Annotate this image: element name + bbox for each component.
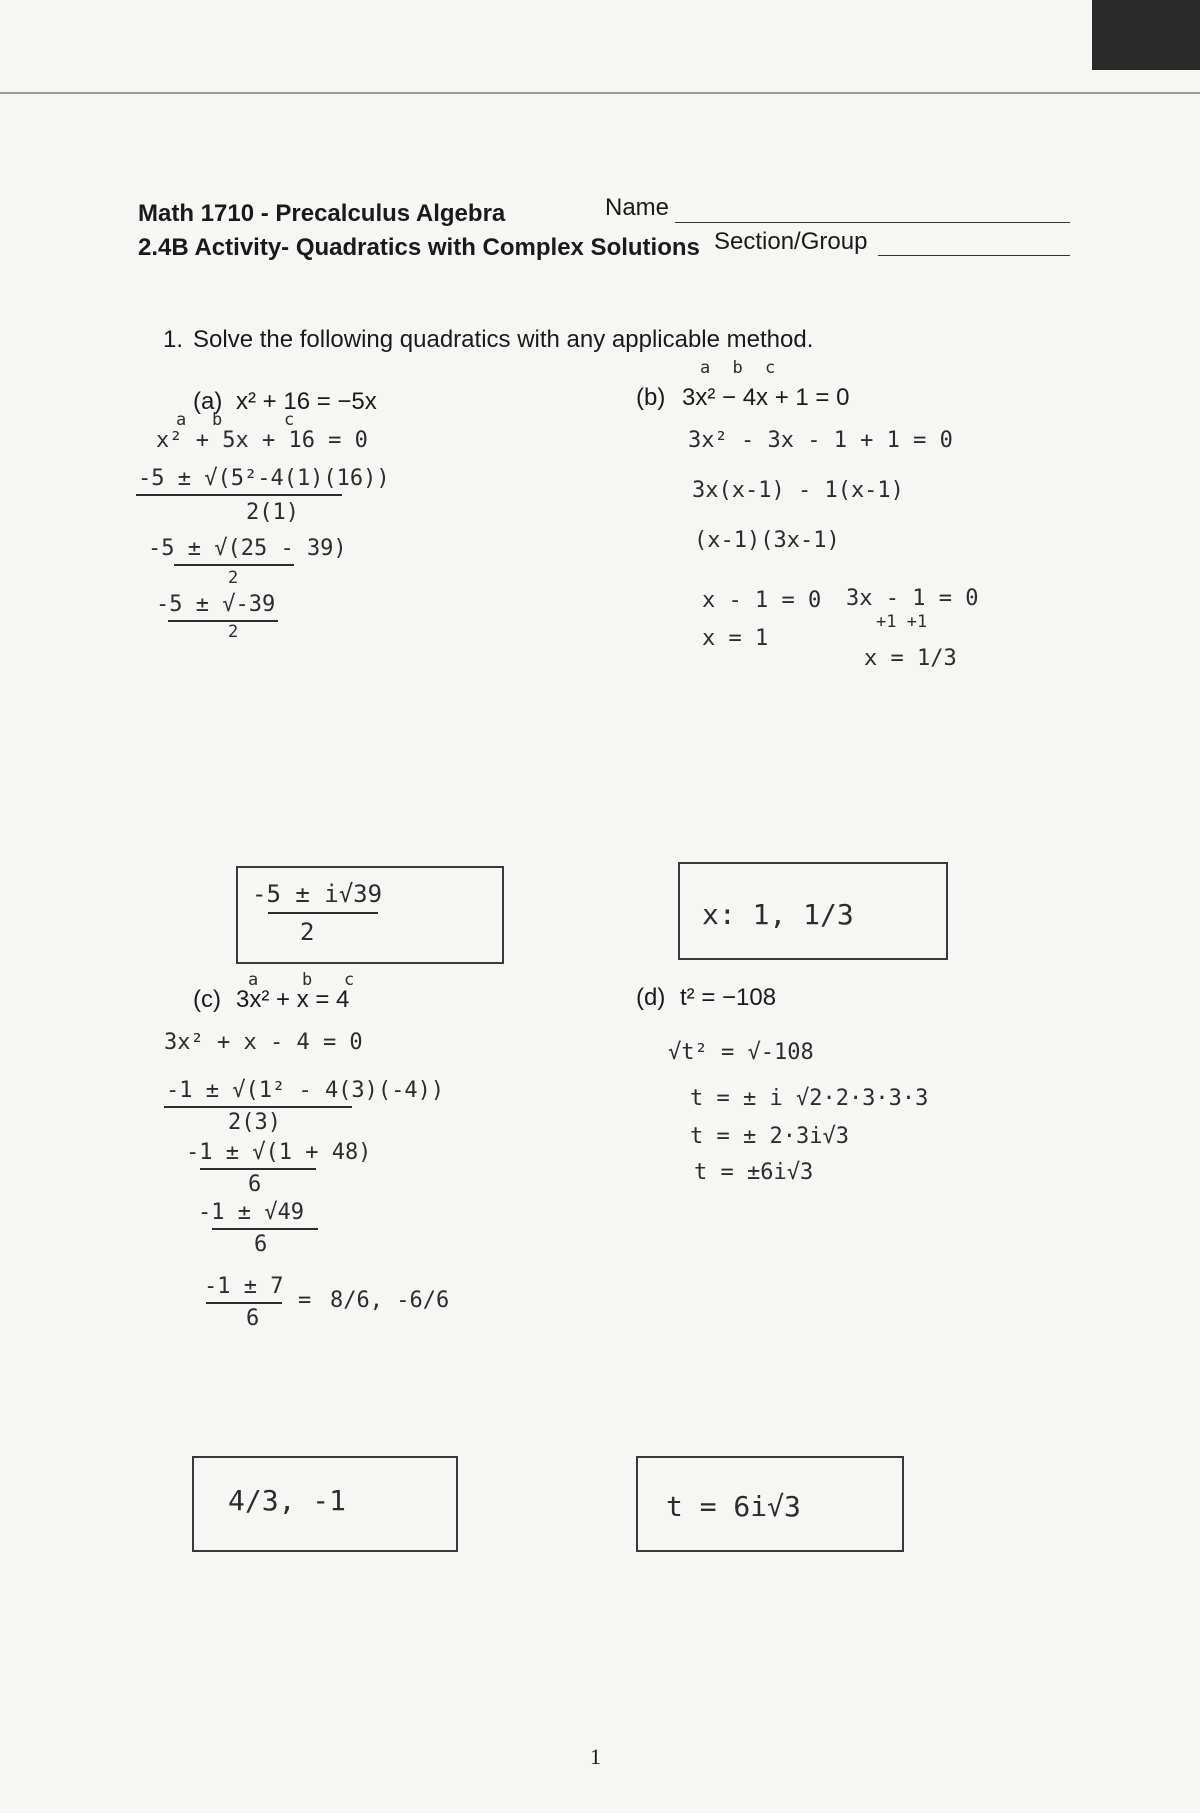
- fraction-bar: [164, 1106, 352, 1108]
- abc-marks-b: a b c: [700, 358, 782, 378]
- abc-mark-b: b: [212, 410, 223, 430]
- fraction-bar: [200, 1168, 316, 1170]
- work-a-line-3: 2(1): [246, 500, 299, 525]
- abc-mark-a: a: [248, 970, 259, 990]
- work-c-line-7: 6: [254, 1232, 268, 1257]
- answer-c-text: 4/3, -1: [228, 1484, 347, 1517]
- work-b-line-1: 3x² - 3x - 1 + 1 = 0: [688, 428, 953, 453]
- problem-d-label: (d): [636, 984, 666, 1011]
- work-c-line-2: -1 ± √(1² - 4(3)(-4)): [166, 1078, 445, 1103]
- work-a-line-7: 2: [228, 622, 239, 642]
- work-d-line-4: t = ±6i√3: [694, 1160, 814, 1185]
- page-corner-shadow: [1092, 0, 1200, 70]
- work-c-equals: =: [298, 1288, 312, 1313]
- fraction-bar: [174, 564, 294, 566]
- answer-box-a[interactable]: [236, 866, 504, 964]
- answer-a-denominator: 2: [300, 918, 315, 946]
- work-c-line-1: 3x² + x - 4 = 0: [164, 1030, 363, 1055]
- name-field-line[interactable]: [675, 222, 1070, 223]
- work-d-line-3: t = ± 2·3i√3: [690, 1124, 849, 1149]
- work-a-line-4: -5 ± √(25 - 39): [148, 536, 347, 561]
- work-b-line-7: +1 +1: [876, 612, 928, 632]
- fraction-bar: [206, 1302, 282, 1304]
- work-a-line-1: x² + 5x + 16 = 0: [156, 428, 368, 453]
- answer-box-d[interactable]: [636, 1456, 904, 1552]
- work-b-line-5: x = 1: [702, 626, 769, 651]
- answer-box-b[interactable]: [678, 862, 948, 960]
- work-b-line-8: x = 1/3: [864, 646, 957, 671]
- work-c-line-6: -1 ± √49: [198, 1200, 304, 1225]
- answer-b-text: x: 1, 1/3: [702, 898, 854, 931]
- work-c-line-3: 2(3): [228, 1110, 281, 1135]
- abc-mark-a: a: [176, 410, 187, 430]
- problem-a-label: (a): [193, 388, 223, 415]
- problem-b-label: (b): [636, 384, 666, 411]
- question-number: 1.: [163, 326, 184, 353]
- answer-d-text: t = 6i√3: [666, 1490, 801, 1523]
- problem-c-equation: 3x² + x = 4: [236, 986, 350, 1013]
- work-c-line-5: 6: [248, 1172, 262, 1197]
- fraction-bar: [212, 1228, 318, 1230]
- activity-title: 2.4B Activity- Quadratics with Complex Solutions: [138, 234, 700, 261]
- abc-mark-c: c: [344, 970, 355, 990]
- question-text: Solve the following quadratics with any applicable method.: [193, 326, 814, 353]
- work-a-line-6: -5 ± √-39: [156, 592, 276, 617]
- problem-b-equation: 3x² − 4x + 1 = 0: [682, 384, 850, 411]
- answer-a-numerator: -5 ± i√39: [252, 880, 383, 908]
- section-field-line[interactable]: [878, 255, 1070, 256]
- work-a-line-2: -5 ± √(5²-4(1)(16)): [138, 466, 390, 491]
- name-label: Name: [605, 194, 670, 221]
- problem-d-equation: t² = −108: [680, 984, 777, 1011]
- fraction-bar: [168, 620, 278, 622]
- abc-mark-c: c: [284, 410, 295, 430]
- work-a-line-5: 2: [228, 568, 239, 588]
- page-edge-rule: [0, 92, 1200, 94]
- page-number: 1: [590, 1744, 601, 1769]
- work-c-line-10: 8/6, -6/6: [330, 1288, 450, 1313]
- fraction-bar: [136, 494, 342, 496]
- fraction-bar: [268, 912, 378, 914]
- work-c-line-8: -1 ± 7: [204, 1274, 284, 1299]
- work-d-line-2: t = ± i √2·2·3·3·3: [690, 1086, 929, 1111]
- problem-c-label: (c): [193, 986, 221, 1013]
- problem-a-equation: x² + 16 = −5x: [236, 388, 377, 415]
- work-c-line-9: 6: [246, 1306, 260, 1331]
- work-c-line-4: -1 ± √(1 + 48): [186, 1140, 372, 1165]
- work-b-line-6: 3x - 1 = 0: [846, 586, 979, 611]
- answer-box-c[interactable]: [192, 1456, 458, 1552]
- work-b-line-4: x - 1 = 0: [702, 588, 822, 613]
- abc-mark-b: b: [302, 970, 313, 990]
- work-d-line-1: √t² = √-108: [668, 1040, 814, 1065]
- section-label: Section/Group: [714, 228, 868, 255]
- course-title: Math 1710 - Precalculus Algebra: [138, 200, 506, 227]
- work-b-line-2: 3x(x-1) - 1(x-1): [692, 478, 904, 503]
- work-b-line-3: (x-1)(3x-1): [694, 528, 840, 553]
